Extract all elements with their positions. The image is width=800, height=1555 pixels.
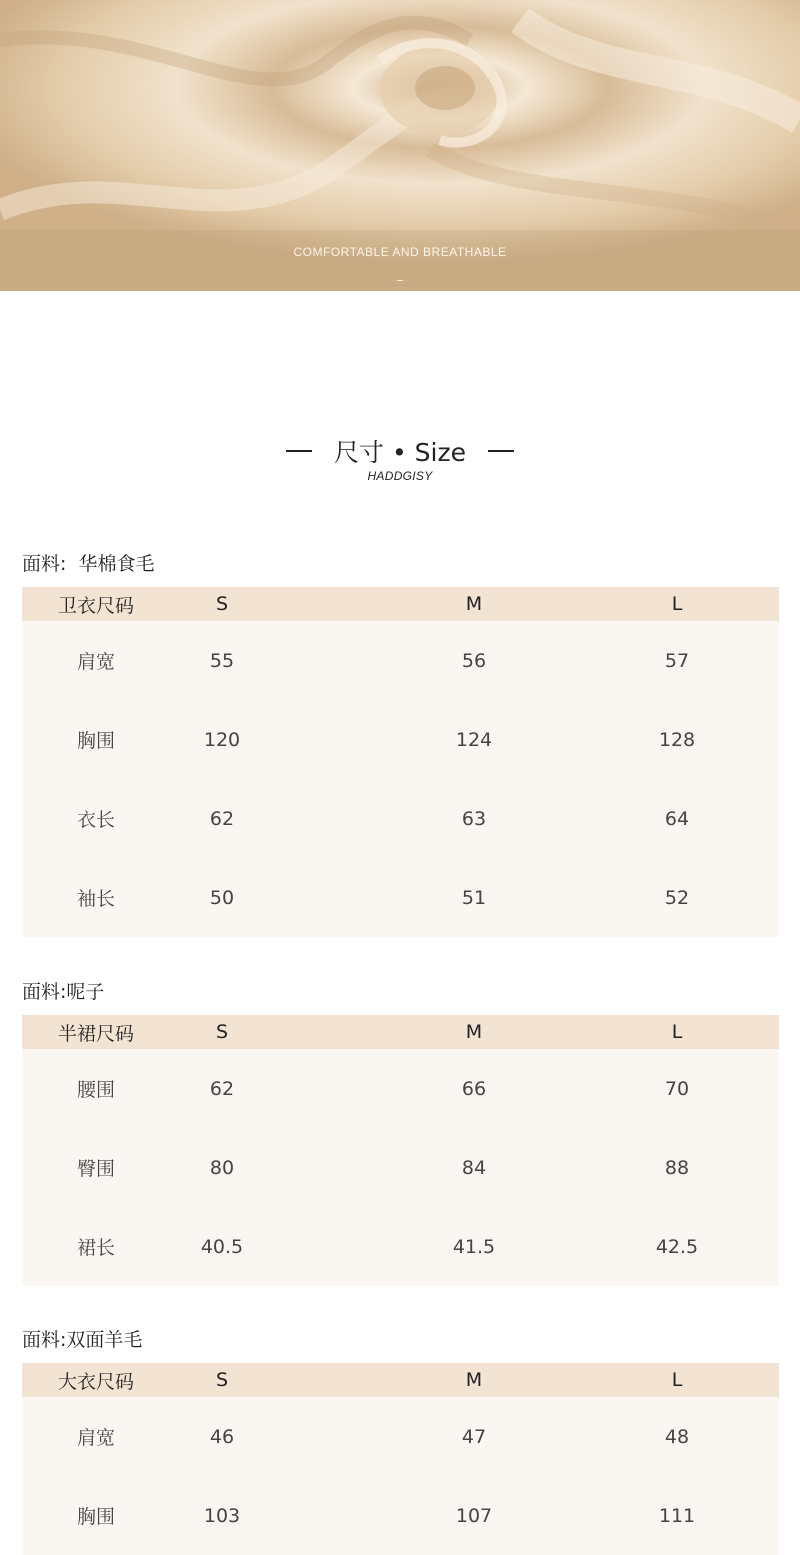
cell-m: 63 <box>461 807 487 830</box>
table-row <box>22 700 779 779</box>
cell-s: 50 <box>209 886 235 909</box>
row-label: 衣长 <box>76 809 115 831</box>
cell-m: 107 <box>455 1504 493 1527</box>
table-row <box>22 1049 779 1128</box>
hero-caption: COMFORTABLE AND BREATHABLE <box>293 245 507 259</box>
table-header <box>22 1015 779 1049</box>
cell-s: 120 <box>203 728 241 751</box>
cell-s: 40.5 <box>200 1235 244 1258</box>
cell-l: 70 <box>664 1077 690 1100</box>
hero-fabric-image <box>0 0 800 291</box>
cell-m: 47 <box>461 1425 487 1448</box>
row-label: 臀围 <box>76 1158 115 1180</box>
fabric-label-hoodie: 面料: 华棉食毛 <box>22 553 155 575</box>
row-label: 肩宽 <box>76 651 115 673</box>
cell-m: 66 <box>461 1077 487 1100</box>
title-right-dash <box>488 450 514 452</box>
table-row <box>22 1207 779 1286</box>
cell-l: 111 <box>658 1504 696 1527</box>
row-label: 肩宽 <box>76 1427 115 1449</box>
header-cell-m: M <box>465 1021 483 1043</box>
brand-subtitle: HADDGISY <box>367 469 433 483</box>
fabric-label-skirt: 面料:呢子 <box>22 981 105 1003</box>
cell-l: 57 <box>664 649 690 672</box>
header-cell-s: S <box>215 593 229 615</box>
row-label: 腰围 <box>76 1079 115 1101</box>
cell-s: 62 <box>209 1077 235 1100</box>
header-cell-category: 大衣尺码 <box>57 1370 134 1393</box>
header-cell-l: L <box>671 593 683 615</box>
table-row <box>22 1128 779 1207</box>
table-row <box>22 1476 779 1555</box>
row-label: 胸围 <box>76 730 115 752</box>
header-cell-s: S <box>215 1021 229 1043</box>
header-cell-s: S <box>215 1369 229 1391</box>
fabric-label-coat: 面料:双面羊毛 <box>22 1329 143 1351</box>
cell-l: 88 <box>664 1156 690 1179</box>
cell-l: 64 <box>664 807 690 830</box>
header-cell-l: L <box>671 1369 683 1391</box>
cell-l: 52 <box>664 886 690 909</box>
header-cell-l: L <box>671 1021 683 1043</box>
cell-s: 55 <box>209 649 235 672</box>
size-section-title <box>0 434 800 468</box>
cell-m: 56 <box>461 649 487 672</box>
hero-caption-dash <box>397 280 403 281</box>
size-table-skirt <box>22 1015 779 1286</box>
title-left-dash <box>286 450 312 452</box>
size-table-hoodie <box>22 587 779 937</box>
header-cell-category: 卫衣尺码 <box>57 594 134 617</box>
size-table-coat <box>22 1363 779 1555</box>
table-row <box>22 858 779 937</box>
header-cell-m: M <box>465 1369 483 1391</box>
cell-m: 51 <box>461 886 487 909</box>
cell-l: 128 <box>658 728 696 751</box>
row-label: 胸围 <box>76 1506 115 1528</box>
cell-m: 84 <box>461 1156 487 1179</box>
row-label: 裙长 <box>76 1237 115 1259</box>
table-row <box>22 779 779 858</box>
header-cell-category: 半裙尺码 <box>57 1022 134 1045</box>
size-title-text: 尺寸 • Size <box>334 438 466 467</box>
row-label: 袖长 <box>76 888 115 910</box>
table-row <box>22 621 779 700</box>
table-header <box>22 1363 779 1397</box>
cell-s: 103 <box>203 1504 241 1527</box>
cell-m: 124 <box>455 728 493 751</box>
table-header <box>22 587 779 621</box>
cell-s: 80 <box>209 1156 235 1179</box>
cell-l: 48 <box>664 1425 690 1448</box>
cell-m: 41.5 <box>452 1235 496 1258</box>
header-cell-m: M <box>465 593 483 615</box>
cell-s: 62 <box>209 807 235 830</box>
table-row <box>22 1397 779 1476</box>
cell-s: 46 <box>209 1425 235 1448</box>
cell-l: 42.5 <box>655 1235 699 1258</box>
